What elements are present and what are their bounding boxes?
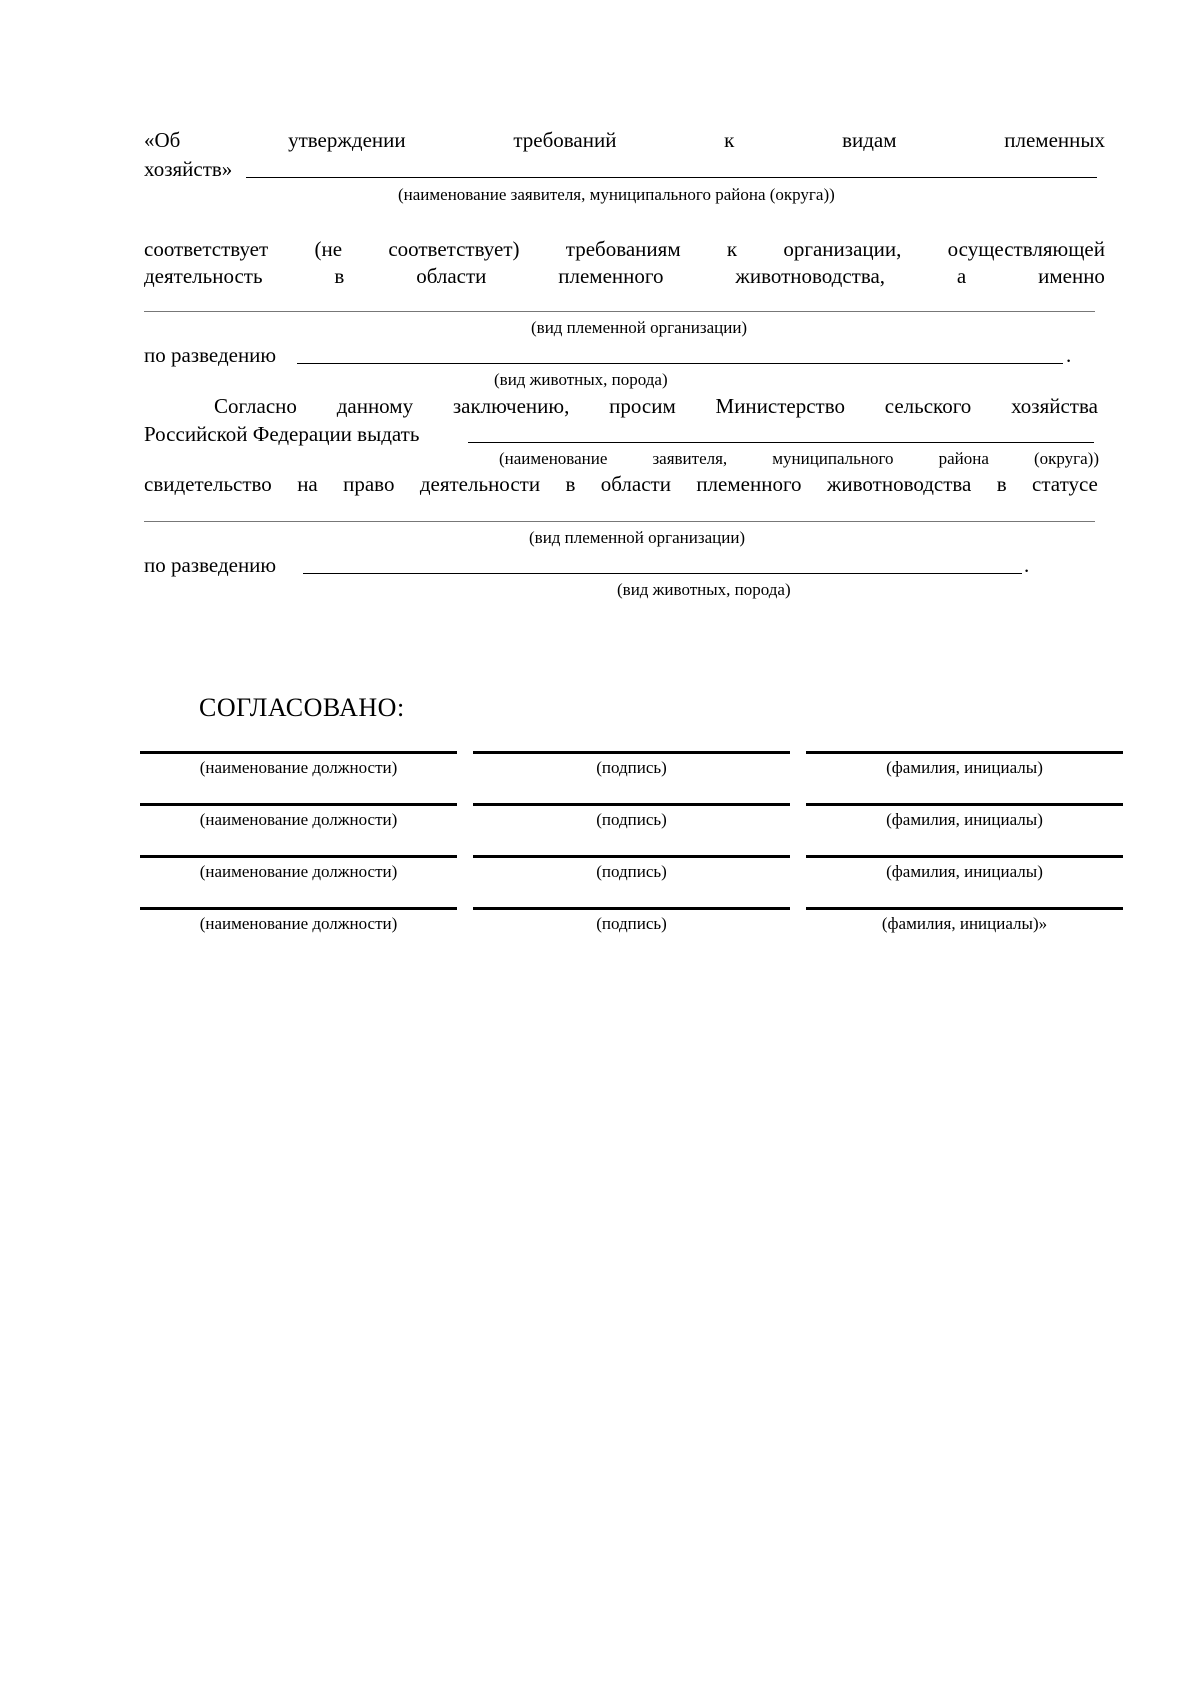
word: данному — [336, 394, 414, 418]
signature-line — [473, 907, 790, 910]
word: осуществляющей — [947, 237, 1105, 261]
word: заключению, — [452, 394, 570, 418]
caption-position: (наименование должности) — [199, 914, 398, 933]
request-line — [214, 393, 1098, 419]
word: право — [343, 472, 395, 496]
word: «Об — [144, 128, 181, 152]
word: соответствует — [144, 237, 269, 261]
name-line — [806, 855, 1123, 858]
caption-name: (фамилия, инициалы) — [886, 758, 1043, 777]
word: в — [565, 472, 576, 496]
word: видам — [842, 128, 897, 152]
word: племенных — [1004, 128, 1105, 152]
signature-line — [473, 751, 790, 754]
period-2: . — [1024, 553, 1030, 577]
breeding-label-2: по разведению — [144, 553, 277, 577]
position-line — [140, 751, 457, 754]
word: племенного — [696, 472, 802, 496]
position-line — [140, 855, 457, 858]
word: Согласно — [214, 394, 297, 418]
caption-name: (фамилия, инициалы) — [886, 862, 1043, 881]
caption-position: (наименование должности) — [199, 862, 398, 881]
word: муниципального — [772, 449, 894, 468]
approval-title: СОГЛАСОВАНО: — [199, 693, 405, 722]
caption-applicant-2 — [499, 449, 1099, 469]
word: заявителя, — [652, 449, 728, 468]
certificate-line — [144, 471, 1098, 497]
position-line — [140, 907, 457, 910]
body-line-4 — [144, 263, 1105, 289]
caption-position: (наименование должности) — [199, 758, 398, 777]
word: (наименование — [499, 449, 608, 468]
word: организации, — [783, 237, 902, 261]
word: на — [297, 472, 318, 496]
word: к — [724, 128, 735, 152]
signature-line — [473, 803, 790, 806]
word: требований — [513, 128, 617, 152]
word: требованиям — [565, 237, 681, 261]
name-line — [806, 751, 1123, 754]
caption-signature: (подпись) — [596, 914, 667, 933]
caption-org-type-1: (вид племенной организации) — [531, 318, 748, 337]
caption-name: (фамилия, инициалы) — [886, 810, 1043, 829]
caption-signature: (подпись) — [596, 758, 667, 777]
word: утверждении — [288, 128, 406, 152]
word: животноводства — [826, 472, 972, 496]
word: а — [956, 264, 967, 288]
applicant-blank — [246, 177, 1097, 178]
word: (не — [314, 237, 343, 261]
word: к — [726, 237, 738, 261]
animals-blank-1 — [297, 363, 1063, 364]
title-line-1 — [144, 127, 1105, 153]
body-line-3 — [144, 236, 1105, 262]
name-line — [806, 907, 1123, 910]
signature-line — [473, 855, 790, 858]
word: района — [938, 449, 989, 468]
word: свидетельство — [144, 472, 272, 496]
caption-signature: (подпись) — [596, 862, 667, 881]
caption-applicant: (наименование заявителя, муниципального района (округа)) — [398, 185, 835, 204]
animals-blank-2 — [303, 573, 1022, 574]
caption-animals-2: (вид животных, порода) — [617, 580, 791, 599]
caption-signature: (подпись) — [596, 810, 667, 829]
caption-position: (наименование должности) — [199, 810, 398, 829]
word: сельского — [884, 394, 972, 418]
word: деятельности — [419, 472, 541, 496]
word: животноводства, — [735, 264, 886, 288]
word: области — [416, 264, 487, 288]
word: хозяйства — [1011, 394, 1098, 418]
word: именно — [1038, 264, 1105, 288]
word: в — [996, 472, 1007, 496]
word: в — [334, 264, 345, 288]
applicant-blank-2 — [468, 442, 1094, 443]
word: статусе — [1032, 472, 1098, 496]
caption-animals-1: (вид животных, порода) — [494, 370, 668, 389]
position-line — [140, 803, 457, 806]
word: просим — [609, 394, 676, 418]
caption-org-type-2: (вид племенной организации) — [529, 528, 746, 547]
org-type-blank-1 — [144, 311, 1095, 312]
word: Министерство — [715, 394, 845, 418]
ministry-line: Российской Федерации выдать — [144, 422, 420, 446]
period-1: . — [1066, 343, 1072, 367]
org-type-blank-2 — [144, 521, 1095, 522]
word: племенного — [558, 264, 664, 288]
word: деятельность — [144, 264, 263, 288]
word: соответствует) — [388, 237, 520, 261]
caption-name: (фамилия, инициалы)» — [881, 914, 1048, 933]
word: области — [600, 472, 671, 496]
breeding-label-1: по разведению — [144, 343, 277, 367]
title-line-2: хозяйств» — [144, 157, 233, 181]
name-line — [806, 803, 1123, 806]
word: (округа)) — [1033, 449, 1099, 468]
